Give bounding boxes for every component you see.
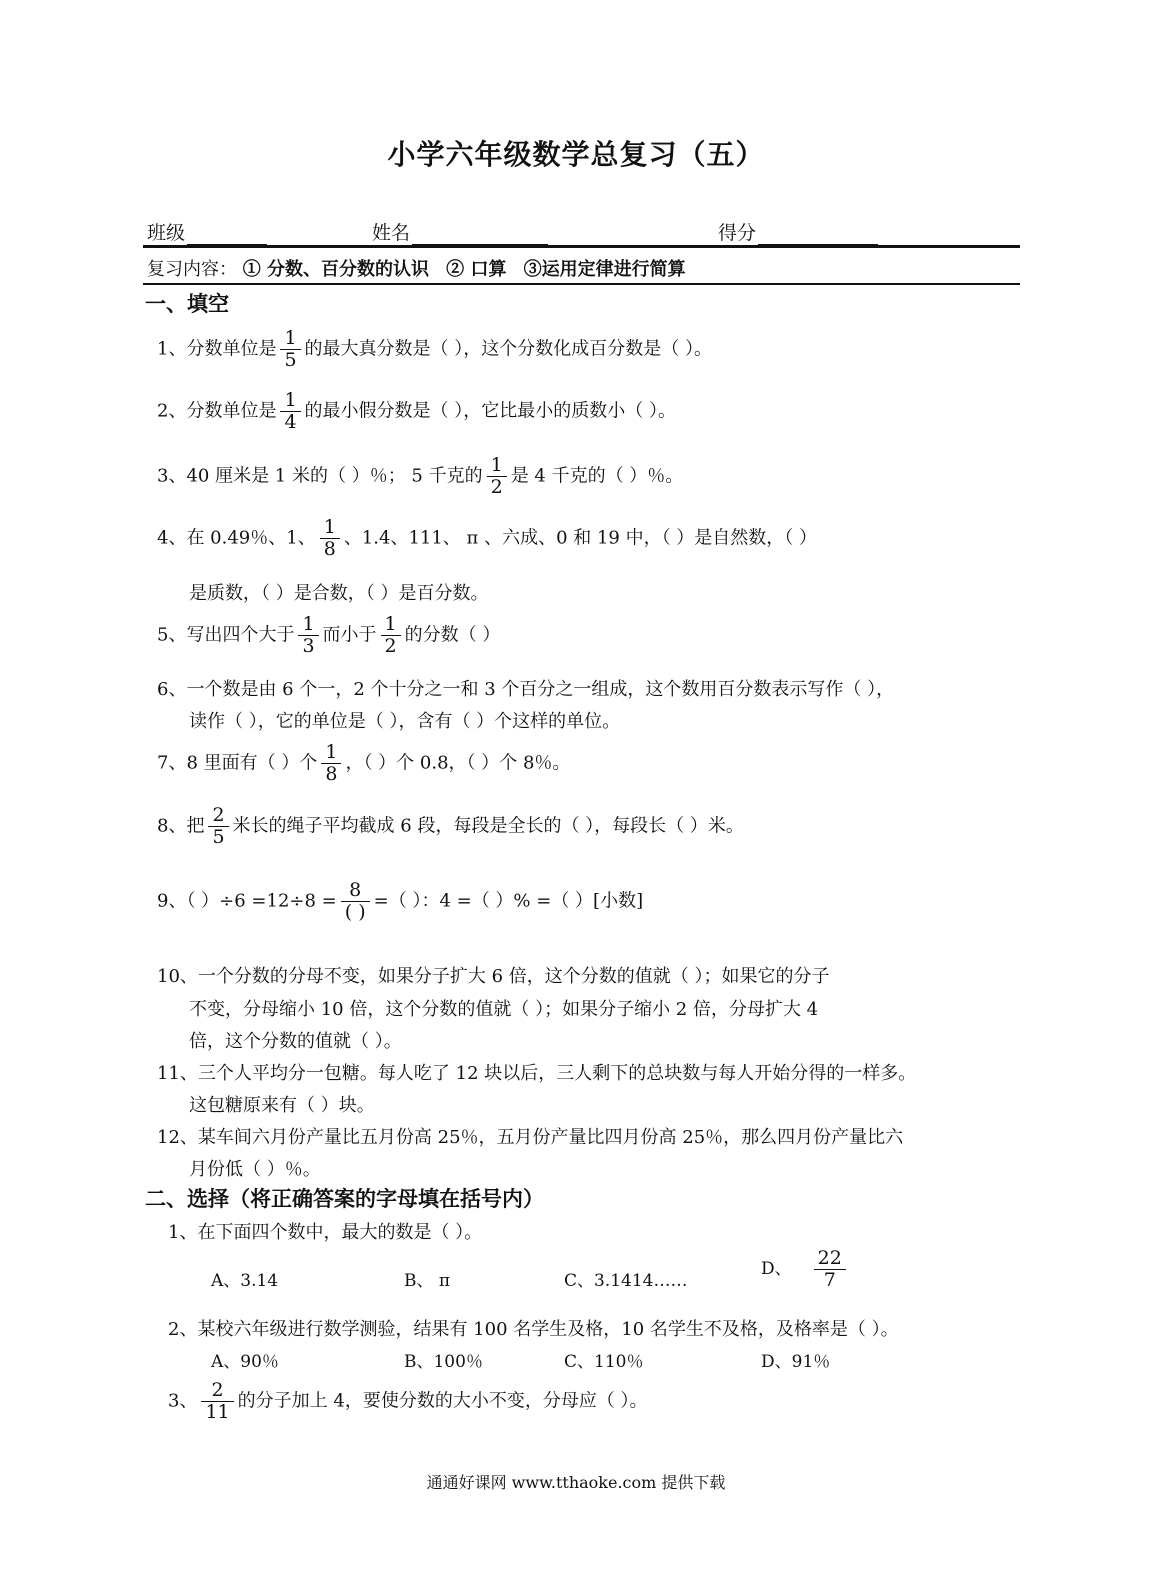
q6-line-1: 6、一个数是由 6 个一，2 个十分之一和 3 个百分之一组成，这个数用百分数表示写作（ ）， xyxy=(157,679,895,700)
c2-option-d[interactable]: D、91％ xyxy=(761,1352,831,1372)
q1 xyxy=(157,328,712,371)
review-prefix: 复习内容： xyxy=(147,259,237,280)
q3 xyxy=(157,455,683,498)
score-blank[interactable] xyxy=(758,225,878,245)
q7-text-a: 7、8 里面有（ ）个 xyxy=(157,752,318,774)
class-label: 班级 xyxy=(147,222,186,244)
name-blank[interactable] xyxy=(412,225,548,245)
q2-fraction: $\frac{1}{4}$ xyxy=(280,390,300,433)
q3-fraction: $\frac{1}{2}$ xyxy=(487,455,507,498)
q7-text-b: ，（ ）个 0.8，（ ）个 8％。 xyxy=(345,752,571,774)
c1-option-d[interactable]: D、 $\frac{22}{7}$ xyxy=(761,1248,850,1291)
review-content xyxy=(147,255,686,281)
q5-text-c: 的分数（ ） xyxy=(404,624,501,646)
q4-text-a: 4、在 0.49％、1、 xyxy=(157,527,316,549)
q6-line-2: 读作（ ），它的单位是（ ），含有（ ）个这样的单位。 xyxy=(189,711,621,732)
q2-text-a: 2、分数单位是 xyxy=(157,400,277,422)
q2 xyxy=(157,390,676,433)
c2-option-c[interactable]: C、110％ xyxy=(564,1352,644,1372)
score-label: 得分 xyxy=(718,222,757,244)
q5-fraction-2: $\frac{1}{2}$ xyxy=(381,614,401,657)
q8-text-a: 8、把 xyxy=(157,815,205,837)
name-field xyxy=(372,218,548,245)
review-item-1: ① 分数、百分数的认识 xyxy=(242,259,429,280)
section-choice: 二、选择（将正确答案的字母填在括号内） xyxy=(145,1186,544,1211)
q5-text-b: 而小于 xyxy=(322,624,377,646)
c3-text-b: 的分子加上 4，要使分数的大小不变，分母应（ ）。 xyxy=(237,1390,648,1412)
q11-line-1: 11、三个人平均分一包糖。每人吃了 12 块以后，三人剩下的总块数与每人开始分得的一样多。 xyxy=(157,1063,917,1084)
c2-option-a[interactable]: A、90％ xyxy=(211,1352,279,1372)
q1-text-a: 1、分数单位是 xyxy=(157,338,277,360)
q8-text-b: 米长的绳子平均截成 6 段，每段是全长的（ ），每段长（ ）米。 xyxy=(232,815,744,837)
top-rule xyxy=(143,245,1020,248)
name-label: 姓名 xyxy=(372,222,411,244)
q5 xyxy=(157,614,500,657)
q4-text-b: 、1.4、111、 π 、六成、0 和 19 中，（ ）是自然数，（ ） xyxy=(343,527,818,549)
q9-fraction: $\frac{8}{( )}$ xyxy=(341,880,370,923)
q7-fraction: $\frac{1}{8}$ xyxy=(321,742,341,785)
class-blank[interactable] xyxy=(187,225,267,245)
page-title: 小学六年级数学总复习（五） xyxy=(387,138,765,171)
q9-text-b: =（ ）：4 =（ ）% =（ ）[小数] xyxy=(373,890,644,912)
q10-line-1: 10、一个分数的分母不变，如果分子扩大 6 倍，这个分数的值就（ ）；如果它的分子 xyxy=(157,966,830,987)
c3-fraction: $\frac{2}{11}$ xyxy=(201,1380,233,1423)
c1-option-c[interactable]: C、3.1414…… xyxy=(564,1271,688,1291)
q11-line-2: 这包糖原来有（ ）块。 xyxy=(189,1095,375,1116)
c2-stem: 2、某校六年级进行数学测验，结果有 100 名学生及格，10 名学生不及格，及格率是（ ）。 xyxy=(168,1319,899,1340)
c2-option-b[interactable]: B、100％ xyxy=(404,1352,483,1372)
q7 xyxy=(157,742,570,785)
q4-fraction: $\frac{1}{8}$ xyxy=(320,517,340,560)
footer-source: 通通好课网 www.tthaoke.com 提供下载 xyxy=(426,1473,726,1492)
q2-text-b: 的最小假分数是（ ），它比最小的质数小（ ）。 xyxy=(304,400,676,422)
c1-option-a[interactable]: A、3.14 xyxy=(211,1271,279,1291)
q8-fraction: $\frac{2}{5}$ xyxy=(208,805,228,848)
section-fill: 一、填空 xyxy=(145,291,229,316)
q1-text-b: 的最大真分数是（ ），这个分数化成百分数是（ ）。 xyxy=(304,338,712,360)
c1-option-d-fraction: $\frac{22}{7}$ xyxy=(814,1248,846,1291)
review-item-3: ③运用定律进行简算 xyxy=(523,259,686,280)
q4 xyxy=(157,517,817,560)
q9 xyxy=(157,880,643,923)
c3-text-a: 3、 xyxy=(168,1390,198,1412)
c3 xyxy=(168,1380,648,1423)
q3-text-b: 是 4 千克的（ ）％。 xyxy=(510,465,684,487)
q12-line-1: 12、某车间六月份产量比五月份高 25％，五月份产量比四月份高 25％，那么四月份产量比六 xyxy=(157,1127,904,1148)
q5-fraction-1: $\frac{1}{3}$ xyxy=(298,614,318,657)
c1-stem: 1、在下面四个数中，最大的数是（ ）。 xyxy=(168,1222,483,1243)
q12-line-2: 月份低（ ）％。 xyxy=(189,1159,321,1180)
q9-text-a: 9、（ ）÷6 =12÷8 = xyxy=(157,890,337,912)
class-field xyxy=(147,218,267,245)
c1-option-b[interactable]: B、 π xyxy=(404,1271,451,1291)
q10-line-3: 倍，这个分数的值就（ ）。 xyxy=(189,1031,402,1052)
score-field xyxy=(718,218,878,245)
q4-line-2: 是质数，（ ）是合数，（ ）是百分数。 xyxy=(189,583,489,604)
review-item-2: ② 口算 xyxy=(446,259,507,280)
q8 xyxy=(157,805,744,848)
q3-text-a: 3、40 厘米是 1 米的（ ）％； 5 千克的 xyxy=(157,465,483,487)
bottom-rule xyxy=(143,283,1020,285)
q10-line-2: 不变，分母缩小 10 倍，这个分数的值就（ ）；如果分子缩小 2 倍，分母扩大 4 xyxy=(189,999,819,1020)
q5-text-a: 5、写出四个大于 xyxy=(157,624,295,646)
q1-fraction: $\frac{1}{5}$ xyxy=(280,328,300,371)
